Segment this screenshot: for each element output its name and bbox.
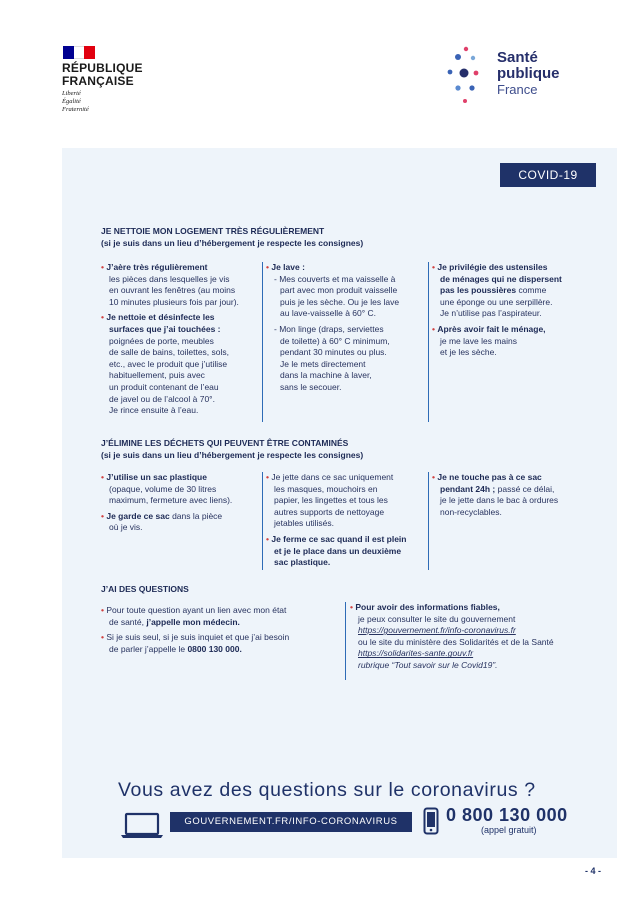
section1-col2: • Je lave : - Mes couverts et ma vaisselle à part avec mon produit vaisselle puis je les sèche. Ou je les lave au lave-vaisselle à 60° C. - Mon linge (draps, serviettes de toilette) à 60° C minimum, pendant 30 minutes ou plus. Je le mets directement dans la machine à laver, sans le secouer. (266, 262, 426, 394)
page-number: - 4 - (585, 866, 602, 876)
s3c1-b2-l1: Si je suis seul, si je suis inquiet et que j’ai besoin (106, 632, 290, 643)
s2c3-b1-bold2: pendant 24h ; (440, 483, 496, 494)
s3c1-b1-l2: de santé, (109, 616, 144, 627)
section1-col3: • Je privilégie des ustensiles de ménages qui ne dispersent pas les poussières comme une éponge ou une serpillère. Je n’utilise pas l’aspirateur. • Après avoir fait le ménage, je me lave les mains et je les sèche. (432, 262, 592, 359)
s1c2-d2-l2: de toilette) à 60° C minimum, (280, 335, 390, 346)
s1c1-b2-l6: de javel ou de l’alcool à 70°. (109, 393, 215, 404)
section1-divider1 (262, 262, 263, 422)
s1c2-d2-l1: Mon linge (draps, serviettes (279, 323, 384, 334)
s1c1-b1-l3: 10 minutes plusieurs fois par jour). (109, 296, 239, 307)
gouvernement-info-link[interactable]: https://gouvernement.fr/info-coronavirus.fr (358, 625, 516, 636)
section3-title: J’AI DES QUESTIONS (101, 584, 189, 594)
brand-line1: Santé (497, 49, 538, 66)
s1c3-b2-l1: je me lave les mains (440, 335, 518, 346)
s2c3-b1-bold1: Je ne touche pas à ce sac (437, 472, 542, 482)
coronavirus-question-heading: Vous avez des questions sur le coronavirus ? (118, 779, 536, 801)
s2c2-b1-l5: jetables utilisés. (274, 518, 335, 529)
s2c1-b1-l2: maximum, fermeture avec liens). (109, 495, 233, 506)
section3-col1: • Pour toute question ayant un lien avec mon état de santé, j’appelle mon médecin. • Si je suis seul, si je suis inquiet et que j’ai besoin de parler j’appelle le 0800 130 000. (101, 605, 290, 654)
republique-francaise-flag-logo (63, 46, 95, 59)
s1c1-b1-bold: J’aère très régulièrement (106, 262, 208, 272)
s3c1-b2-bold: 0800 130 000. (187, 643, 242, 654)
section2-col1: • J’utilise un sac plastique (opaque, volume de 30 litres maximum, fermeture avec liens). • Je garde ce sac dans la pièce où je vis. (101, 472, 261, 534)
s1c1-b2-bold1: Je nettoie et désinfecte les (106, 312, 215, 323)
section3-divider (345, 602, 346, 680)
republic-line1: RÉPUBLIQUE (62, 61, 143, 75)
s1c1-b2-l2: de salle de bains, toilettes, sols, (109, 347, 230, 358)
s1c1-b2-l5: un produit contenant de l’eau (109, 381, 219, 392)
phone-icon (423, 807, 439, 835)
section2-col2: • Je jette dans ce sac uniquement les masques, mouchoirs en papier, les lingettes et tous les autres supports de nettoyage jetables utilisés. • Je ferme ce sac quand il est plein et je le place dans un deuxième sac plastique. (266, 472, 426, 569)
s2c1-b2-inline: dans la pièce (172, 510, 223, 521)
s1c2-d1-l1: Mes couverts et ma vaisselle à (279, 273, 396, 284)
covid-badge: COVID-19 (500, 163, 596, 187)
s2c2-b2-bold2: et je le place dans un deuxième (274, 545, 402, 556)
s1c3-b1-l2: Je n’utilise pas l’aspirateur. (440, 308, 542, 319)
s2c2-b1-l1: Je jette dans ce sac uniquement (271, 472, 394, 482)
s1c3-b2-l2: et je les sèche. (440, 347, 497, 358)
s3c2-l3: rubrique “Tout savoir sur le Covid19”. (358, 659, 498, 670)
republique-francaise-name (62, 62, 143, 88)
s1c3-b1-l1: une éponge ou une serpillère. (440, 296, 553, 307)
s2c2-b1-l3: papier, les lingettes et tous les (274, 495, 388, 506)
s1c2-d1-l2: part avec mon produit vaisselle (280, 285, 398, 296)
section1-subtitle: (si je suis dans un lieu d’hébergement je respecte les consignes) (101, 238, 364, 248)
s3c1-b2-l2: de parler j’appelle le (109, 643, 186, 654)
s3c1-b1-bold: j’appelle mon médecin. (146, 616, 240, 627)
sante-publique-dots-logo-icon (446, 44, 480, 108)
s1c3-b1-bold1: Je privilégie des ustensiles (437, 262, 548, 272)
s2c1-b2-l1: où je vis. (109, 522, 143, 533)
motto-fraternite: Fraternité (62, 106, 89, 113)
section1-title: JE NETTOIE MON LOGEMENT TRÈS RÉGULIÈREMENT (101, 226, 325, 236)
s1c2-b1-bold: Je lave : (271, 262, 305, 272)
helpline-number[interactable]: 0 800 130 000 (446, 805, 568, 825)
gouvernement-url-banner[interactable]: GOUVERNEMENT.FR/INFO-CORONAVIRUS (170, 812, 412, 832)
section2-subtitle: (si je suis dans un lieu d’hébergement je respecte les consignes) (101, 450, 364, 460)
s2c1-b2-bold: Je garde ce sac (106, 510, 170, 521)
section1-col1: • J’aère très régulièrement les pièces dans lesquelles je vis en ouvrant les fenêtres (au moins 10 minutes plusieurs fois par jour). • Je nettoie et désinfecte les surfaces que j’ai touchées : poignées de porte, meubles de salle de bains, toilettes, sols, etc., avec le produit que j’utilise habituellement, puis avec un produit contenant de l’eau de javel ou de l’alcool à 70°. Je rince ensuite à l’eau. (101, 262, 261, 417)
s1c3-b1-inline: comme (518, 285, 547, 296)
republic-motto (62, 90, 89, 114)
section2-title: J’ÉLIMINE LES DÉCHETS QUI PEUVENT ÊTRE CONTAMINÉS (101, 438, 349, 448)
s1c3-b1-bold2: de ménages qui ne dispersent (440, 273, 562, 284)
s1c1-b1-l1: les pièces dans lesquelles je vis (109, 273, 230, 284)
helpline-note: (appel gratuit) (481, 825, 537, 835)
s1c2-d2-l4: Je le mets directement (280, 358, 366, 369)
s2c3-b1-l1: je le jette dans le bac à ordures (440, 495, 559, 506)
republic-line2: FRANÇAISE (62, 74, 134, 88)
s1c1-b1-l2: en ouvrant les fenêtres (au moins (109, 285, 236, 296)
s1c2-d1-l3: puis je les sèche. Ou je les lave (280, 296, 400, 307)
brand-line3: France (497, 82, 538, 97)
s2c3-b1-inline: passé ce délai, (497, 483, 555, 494)
s1c1-b2-l4: habituellement, puis avec (109, 370, 205, 381)
s1c1-b2-l1: poignées de porte, meubles (109, 335, 214, 346)
section2-col3: • Je ne touche pas à ce sac pendant 24h ; passé ce délai, je le jette dans le bac à ordures non-recyclables. (432, 472, 592, 518)
s2c1-b1-l1: (opaque, volume de 30 litres (109, 483, 217, 494)
motto-egalite: Égalité (62, 98, 81, 105)
s2c2-b2-bold3: sac plastique. (274, 557, 331, 568)
section2-divider1 (262, 472, 263, 570)
s1c1-b2-l7: Je rince ensuite à l’eau. (109, 405, 199, 416)
s1c2-d1-l4: au lave-vaisselle à 60° C. (280, 308, 377, 319)
section1-divider2 (428, 262, 429, 422)
section3-col2: • Pour avoir des informations fiables, je peux consulter le site du gouvernement https://gouvernement.fr/info-coronavirus.fr ou le site du ministère des Solidarités et de la Santé https://solidarites-sante.gouv.fr rubrique “Tout savoir sur le Covid19”. (350, 602, 600, 672)
s1c3-b1-bold3: pas les poussières (440, 285, 517, 296)
s1c1-b2-bold2: surfaces que j’ai touchées : (109, 323, 221, 334)
s3c2-b1-bold: Pour avoir des informations fiables, (355, 602, 500, 612)
s1c2-d2-l6: sans le secouer. (280, 381, 342, 392)
solidarites-sante-link[interactable]: https://solidarites-sante.gouv.fr (358, 648, 474, 659)
s1c2-d2-l5: dans la machine à laver, (280, 370, 372, 381)
s2c3-b1-l2: non-recyclables. (440, 506, 502, 517)
s3c2-l1: je peux consulter le site du gouvernement (358, 613, 516, 624)
sante-publique-france-brand (497, 50, 560, 98)
laptop-icon (120, 812, 164, 840)
s3c1-b1-l1: Pour toute question ayant un lien avec mon état (106, 605, 287, 615)
s2c1-b1-bold: J’utilise un sac plastique (106, 472, 207, 482)
s2c2-b1-l4: autres supports de nettoyage (274, 506, 385, 517)
s1c1-b2-l3: etc., avec le produit que j’utilise (109, 358, 228, 369)
s2c2-b2-bold1: Je ferme ce sac quand il est plein (271, 533, 407, 544)
s1c3-b2-bold: Après avoir fait le ménage, (437, 323, 546, 334)
s1c2-d2-l3: pendant 30 minutes ou plus. (280, 347, 387, 358)
section2-divider2 (428, 472, 429, 570)
motto-liberte: Liberté (62, 90, 81, 97)
brand-line2: publique (497, 65, 560, 82)
s3c2-l2: ou le site du ministère des Solidarités et de la Santé (358, 636, 554, 647)
s2c2-b1-l2: les masques, mouchoirs en (274, 483, 378, 494)
